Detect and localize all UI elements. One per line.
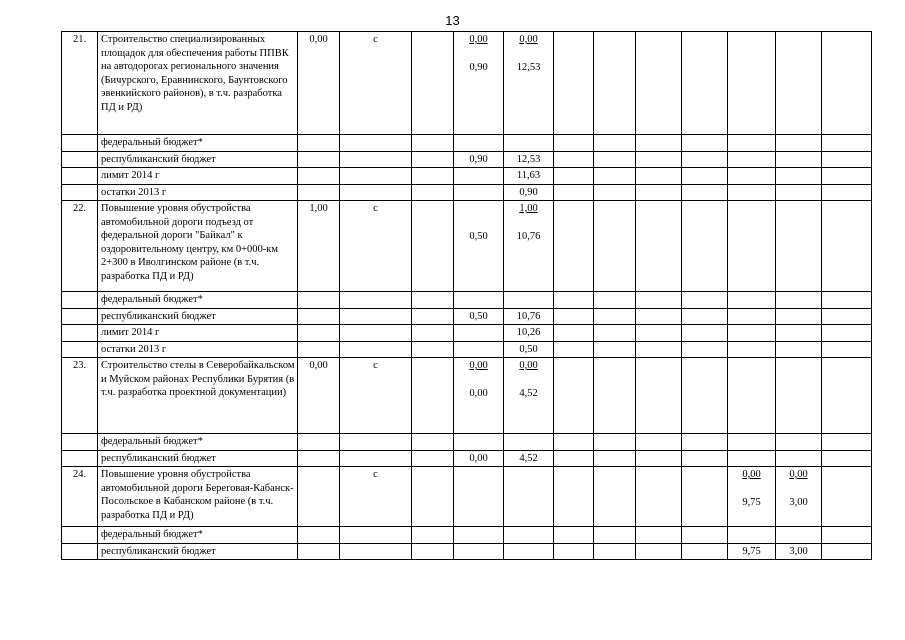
empty-cell [636, 543, 682, 560]
empty-cell [62, 308, 98, 325]
empty-cell [822, 434, 872, 451]
cell-value: 23. [72, 360, 87, 371]
empty-cell [340, 168, 412, 185]
row-description [98, 32, 298, 135]
col-b [504, 434, 554, 451]
col-a [454, 135, 504, 152]
table-row [62, 325, 872, 342]
cell-value: остатки 2013 г [101, 343, 167, 355]
cell-value: 0,00 [469, 34, 488, 45]
col-d [776, 32, 822, 135]
empty-cell [636, 184, 682, 201]
row-description [98, 308, 298, 325]
table-row [62, 358, 872, 434]
empty-cell [554, 151, 594, 168]
row-value [298, 467, 340, 527]
empty-cell [412, 543, 454, 560]
table-row [62, 527, 872, 544]
cell-value: республиканский бюджет [101, 545, 216, 557]
empty-cell [594, 184, 636, 201]
col-c [728, 325, 776, 342]
row-type [340, 358, 412, 434]
cell-value: федеральный бюджет* [101, 529, 203, 540]
cell-value: лимит 2014 г [101, 327, 160, 338]
cell-value: Повышение уровня обустройства автомобильной дороги подъезд от федеральной дороги "Байкал" к оздоровительному центру, км 0+000-км 2+300 в Иволгинском районе (в т.ч. разработка ПД и РД) [101, 203, 279, 282]
empty-cell [62, 325, 98, 342]
table-row [62, 151, 872, 168]
empty-cell [412, 308, 454, 325]
empty-cell [554, 168, 594, 185]
empty-cell [412, 32, 454, 135]
col-c [728, 151, 776, 168]
empty-cell [594, 467, 636, 527]
row-description [98, 358, 298, 434]
col-c [728, 184, 776, 201]
empty-cell [594, 32, 636, 135]
empty-cell [554, 450, 594, 467]
col-b [504, 358, 554, 434]
empty-cell [822, 32, 872, 135]
row-number [62, 201, 98, 292]
cell-value: 0,00 [519, 34, 538, 45]
empty-cell [636, 434, 682, 451]
empty-cell [822, 135, 872, 152]
empty-cell [340, 450, 412, 467]
row-description [98, 450, 298, 467]
empty-cell [682, 543, 728, 560]
empty-cell [594, 527, 636, 544]
empty-cell [594, 168, 636, 185]
empty-cell [412, 184, 454, 201]
col-c [728, 135, 776, 152]
empty-cell [340, 184, 412, 201]
empty-cell [298, 543, 340, 560]
cell-value: 10,26 [516, 327, 541, 338]
col-d [776, 543, 822, 560]
empty-cell [636, 325, 682, 342]
col-a [454, 527, 504, 544]
empty-cell [822, 450, 872, 467]
row-description [98, 184, 298, 201]
empty-cell [554, 325, 594, 342]
col-a [454, 32, 504, 135]
empty-cell [298, 434, 340, 451]
empty-cell [636, 292, 682, 309]
col-b [504, 32, 554, 135]
empty-cell [412, 341, 454, 358]
col-b [504, 527, 554, 544]
empty-cell [594, 135, 636, 152]
empty-cell [636, 450, 682, 467]
cell-value: 0,00 [469, 387, 488, 399]
empty-cell [682, 434, 728, 451]
empty-cell [298, 292, 340, 309]
empty-cell [822, 467, 872, 527]
cell-value: республиканский бюджет [101, 153, 216, 165]
col-d [776, 184, 822, 201]
col-b [504, 341, 554, 358]
empty-cell [412, 151, 454, 168]
cell-value: федеральный бюджет* [101, 294, 203, 305]
col-b [504, 292, 554, 309]
col-b [504, 168, 554, 185]
col-b [504, 308, 554, 325]
empty-cell [298, 308, 340, 325]
col-b [504, 184, 554, 201]
col-d [776, 358, 822, 434]
empty-cell [554, 308, 594, 325]
empty-cell [554, 434, 594, 451]
empty-cell [298, 151, 340, 168]
table-row [62, 434, 872, 451]
empty-cell [636, 201, 682, 292]
table-row [62, 168, 872, 185]
row-value [298, 358, 340, 434]
cell-value: 0,00 [309, 34, 328, 45]
empty-cell [554, 467, 594, 527]
col-a [454, 543, 504, 560]
empty-cell [682, 358, 728, 434]
table-row [62, 341, 872, 358]
empty-cell [554, 292, 594, 309]
table-row [62, 308, 872, 325]
empty-cell [62, 135, 98, 152]
empty-cell [682, 32, 728, 135]
empty-cell [412, 358, 454, 434]
col-b [504, 543, 554, 560]
empty-cell [682, 308, 728, 325]
cell-value: 0,00 [519, 360, 538, 371]
empty-cell [340, 151, 412, 168]
empty-cell [682, 184, 728, 201]
row-description [98, 135, 298, 152]
col-c [728, 201, 776, 292]
row-value [298, 32, 340, 135]
col-d [776, 341, 822, 358]
empty-cell [554, 32, 594, 135]
col-c [728, 527, 776, 544]
col-c [728, 434, 776, 451]
empty-cell [62, 168, 98, 185]
row-number [62, 467, 98, 527]
empty-cell [62, 184, 98, 201]
col-a [454, 467, 504, 527]
col-a [454, 151, 504, 168]
cell-value: 1,00 [519, 203, 538, 214]
empty-cell [682, 151, 728, 168]
cell-value: республиканский бюджет [101, 310, 216, 322]
table-row [62, 450, 872, 467]
empty-cell [340, 527, 412, 544]
row-description [98, 543, 298, 560]
col-d [776, 527, 822, 544]
table-row [62, 201, 872, 292]
cell-value: 0,90 [519, 186, 538, 198]
empty-cell [636, 168, 682, 185]
col-c [728, 450, 776, 467]
cell-value: 0,00 [742, 469, 761, 480]
empty-cell [822, 151, 872, 168]
cell-value: Строительство стелы в Северобайкальском и Муйском районах Республики Бурятия (в т.ч. разработка проектной документации) [101, 360, 295, 398]
cell-value: лимит 2014 г [101, 170, 160, 181]
col-d [776, 467, 822, 527]
row-description [98, 434, 298, 451]
cell-value: 9,75 [742, 496, 761, 508]
cell-value: 24. [72, 469, 87, 480]
cell-value: 11,63 [516, 170, 541, 181]
empty-cell [554, 184, 594, 201]
col-d [776, 151, 822, 168]
empty-cell [822, 201, 872, 292]
table-row [62, 292, 872, 309]
cell-value: 0,00 [469, 360, 488, 371]
empty-cell [340, 434, 412, 451]
empty-cell [412, 450, 454, 467]
empty-cell [298, 184, 340, 201]
col-a [454, 450, 504, 467]
empty-cell [554, 543, 594, 560]
empty-cell [636, 341, 682, 358]
empty-cell [594, 450, 636, 467]
empty-cell [822, 184, 872, 201]
empty-cell [682, 292, 728, 309]
empty-cell [594, 434, 636, 451]
empty-cell [822, 543, 872, 560]
col-c [728, 543, 776, 560]
empty-cell [62, 341, 98, 358]
empty-cell [682, 467, 728, 527]
empty-cell [554, 201, 594, 292]
row-description [98, 341, 298, 358]
empty-cell [62, 434, 98, 451]
col-a [454, 184, 504, 201]
empty-cell [822, 168, 872, 185]
col-d [776, 292, 822, 309]
col-a [454, 325, 504, 342]
empty-cell [594, 308, 636, 325]
row-description [98, 325, 298, 342]
cell-value: 0,90 [469, 153, 488, 165]
col-d [776, 135, 822, 152]
col-b [504, 450, 554, 467]
empty-cell [682, 527, 728, 544]
col-a [454, 168, 504, 185]
col-c [728, 358, 776, 434]
empty-cell [594, 358, 636, 434]
row-number [62, 32, 98, 135]
empty-cell [682, 201, 728, 292]
empty-cell [340, 292, 412, 309]
empty-cell [594, 341, 636, 358]
budget-table [61, 31, 872, 560]
row-description [98, 201, 298, 292]
col-a [454, 434, 504, 451]
empty-cell [340, 543, 412, 560]
empty-cell [594, 201, 636, 292]
cell-value: республиканский бюджет [101, 452, 216, 464]
empty-cell [822, 308, 872, 325]
row-type [340, 201, 412, 292]
col-c [728, 467, 776, 527]
empty-cell [62, 292, 98, 309]
empty-cell [682, 135, 728, 152]
empty-cell [822, 341, 872, 358]
empty-cell [636, 32, 682, 135]
row-type [340, 32, 412, 135]
col-c [728, 168, 776, 185]
cell-value: 0,50 [469, 230, 488, 242]
col-d [776, 168, 822, 185]
empty-cell [62, 543, 98, 560]
table-row [62, 543, 872, 560]
empty-cell [298, 135, 340, 152]
empty-cell [298, 341, 340, 358]
empty-cell [822, 527, 872, 544]
empty-cell [298, 168, 340, 185]
empty-cell [636, 308, 682, 325]
empty-cell [340, 341, 412, 358]
empty-cell [636, 358, 682, 434]
cell-value: 3,00 [789, 496, 808, 508]
cell-value: 4,52 [519, 452, 538, 464]
empty-cell [412, 527, 454, 544]
cell-value: 10,76 [516, 230, 541, 242]
empty-cell [62, 450, 98, 467]
table-row [62, 32, 872, 135]
table-body [62, 32, 872, 560]
empty-cell [340, 308, 412, 325]
cell-value: федеральный бюджет* [101, 137, 203, 148]
empty-cell [822, 325, 872, 342]
cell-value: 4,52 [519, 387, 538, 399]
cell-value: 10,76 [516, 310, 541, 322]
col-b [504, 325, 554, 342]
empty-cell [412, 292, 454, 309]
table-row [62, 467, 872, 527]
empty-cell [682, 341, 728, 358]
cell-value: 12,53 [516, 61, 541, 73]
empty-cell [682, 450, 728, 467]
empty-cell [822, 358, 872, 434]
row-description [98, 168, 298, 185]
row-number [62, 358, 98, 434]
empty-cell [554, 358, 594, 434]
col-a [454, 341, 504, 358]
row-type [340, 467, 412, 527]
cell-value: 22. [72, 203, 87, 214]
empty-cell [412, 201, 454, 292]
col-a [454, 201, 504, 292]
empty-cell [412, 168, 454, 185]
empty-cell [340, 135, 412, 152]
empty-cell [594, 543, 636, 560]
empty-cell [636, 135, 682, 152]
cell-value: 3,00 [789, 545, 808, 557]
col-d [776, 434, 822, 451]
col-a [454, 292, 504, 309]
empty-cell [822, 292, 872, 309]
cell-value: с [373, 469, 378, 480]
cell-value: 12,53 [516, 153, 541, 165]
empty-cell [682, 325, 728, 342]
cell-value: 0,50 [519, 343, 538, 355]
page-number: 13 [445, 13, 460, 28]
empty-cell [298, 325, 340, 342]
col-b [504, 467, 554, 527]
col-b [504, 151, 554, 168]
col-c [728, 341, 776, 358]
empty-cell [594, 151, 636, 168]
row-description [98, 292, 298, 309]
cell-value: федеральный бюджет* [101, 436, 203, 447]
col-b [504, 135, 554, 152]
cell-value: с [373, 34, 378, 45]
cell-value: 0,00 [309, 360, 328, 371]
cell-value: остатки 2013 г [101, 186, 167, 198]
cell-value: 1,00 [309, 203, 328, 214]
empty-cell [636, 527, 682, 544]
col-d [776, 450, 822, 467]
empty-cell [412, 135, 454, 152]
cell-value: с [373, 203, 378, 214]
cell-value: Повышение уровня обустройства автомобильной дороги Береговая-Кабанск-Посольское в Кабанском районе (в т.ч. разработка ПД и РД) [101, 469, 294, 521]
col-a [454, 358, 504, 434]
col-c [728, 308, 776, 325]
cell-value: 0,00 [469, 452, 488, 464]
cell-value: 0,00 [789, 469, 808, 480]
empty-cell [554, 341, 594, 358]
row-value [298, 201, 340, 292]
col-d [776, 308, 822, 325]
empty-cell [682, 168, 728, 185]
empty-cell [594, 292, 636, 309]
table-row [62, 184, 872, 201]
cell-value: 0,50 [469, 310, 488, 322]
col-c [728, 292, 776, 309]
cell-value: 9,75 [742, 545, 761, 557]
empty-cell [554, 527, 594, 544]
row-description [98, 151, 298, 168]
empty-cell [636, 151, 682, 168]
empty-cell [340, 325, 412, 342]
empty-cell [62, 151, 98, 168]
cell-value: Строительство специализированных площадок для обеспечения работы ППВК на автодорогах регионального значения (Бичурского, Еравнинского, Баунтовского эвенкийского районов), в т.ч. разработка ПД и РД) [101, 34, 289, 113]
empty-cell [298, 450, 340, 467]
empty-cell [412, 434, 454, 451]
col-d [776, 325, 822, 342]
row-description [98, 467, 298, 527]
cell-value: 21. [72, 34, 87, 45]
col-d [776, 201, 822, 292]
cell-value: 0,90 [469, 61, 488, 73]
empty-cell [554, 135, 594, 152]
empty-cell [594, 325, 636, 342]
empty-cell [62, 527, 98, 544]
empty-cell [412, 467, 454, 527]
row-description [98, 527, 298, 544]
empty-cell [298, 527, 340, 544]
table-row [62, 135, 872, 152]
col-c [728, 32, 776, 135]
empty-cell [412, 325, 454, 342]
col-a [454, 308, 504, 325]
col-b [504, 201, 554, 292]
empty-cell [636, 467, 682, 527]
cell-value: с [373, 360, 378, 371]
